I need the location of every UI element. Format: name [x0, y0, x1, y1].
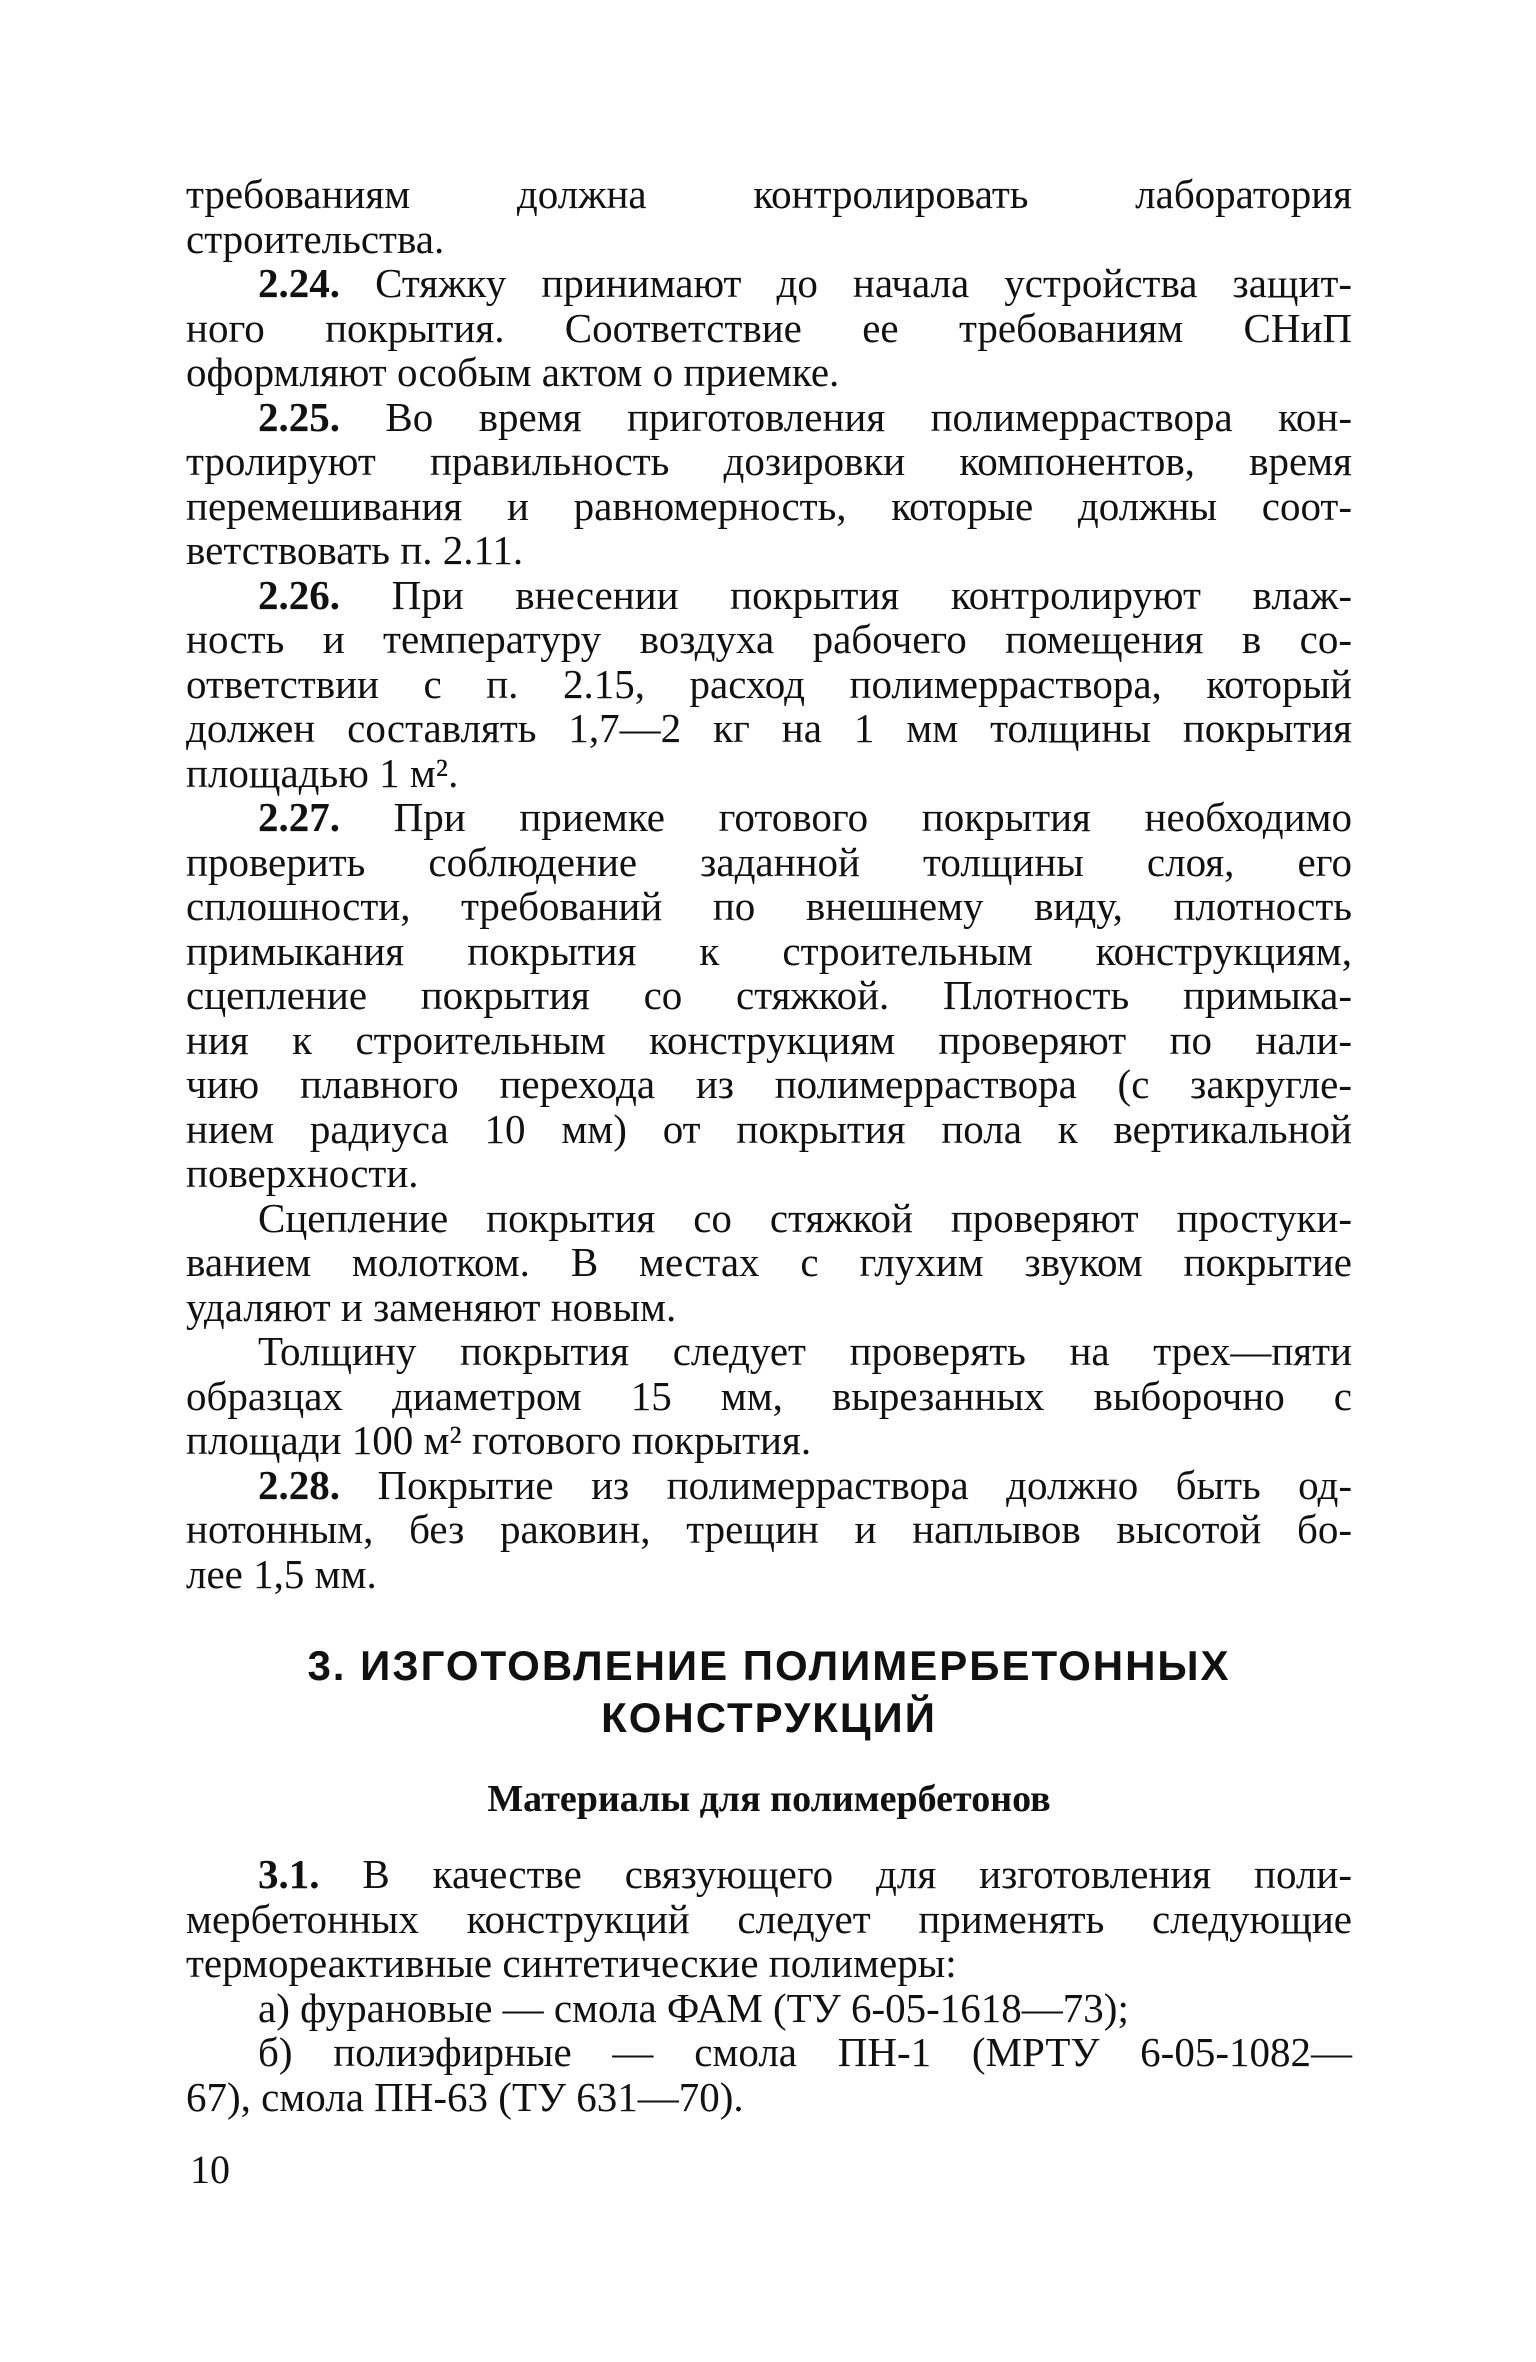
text-line [186, 395, 1352, 440]
subsection-heading: Материалы для полимербетонов [487, 1778, 1051, 1820]
clause-number: 2.26. [258, 571, 340, 618]
text-line: образцах диаметром 15 мм, вырезанных выборочно с [186, 1372, 1352, 1419]
paragraph [186, 795, 1352, 1196]
text-line: сцепление покрытия со стяжкой. Плотность примыка- [186, 972, 1352, 1018]
paragraph [186, 395, 1352, 573]
text-line: 67), смола ПН-63 (ТУ 631—70). [186, 2073, 744, 2120]
text-line [186, 261, 1352, 306]
text-line: ветствовать п. 2.11. [186, 527, 524, 573]
text-line: примыкания покрытия к строительным конструкциям, [186, 927, 1352, 974]
paragraph [186, 1329, 1352, 1463]
clause-number: 2.24. [258, 260, 340, 306]
paragraph [186, 1463, 1352, 1597]
text-line: мербетонных конструкций следует применять следующие [186, 1895, 1352, 1942]
section-heading [186, 1640, 1352, 1744]
text-line: чию плавного перехода из полимерраствора (с закругле- [186, 1061, 1352, 1107]
text-line: проверить соблюдение заданной толщины слоя, его [186, 838, 1352, 885]
text-line: площадью 1 м². [186, 749, 459, 796]
text-line: термореактивные синтетические полимеры: [186, 1940, 957, 1986]
text-line: оформляют особым актом о приемке. [186, 349, 840, 395]
section-title-line-2: КОНСТРУКЦИЙ [601, 1694, 937, 1741]
clause-number: 2.28. [258, 1461, 340, 1508]
clause-text: В качестве связующего для изготовления поли- [362, 1851, 1353, 1897]
text-line: нотонным, без раковин, трещин и наплывов высотой бо- [186, 1506, 1352, 1552]
text-line: б) полиэфирные — смола ПН-1 (МРТУ 6-05-1082— [258, 2029, 1352, 2075]
text-line: нием радиуса 10 мм) от покрытия пола к вертикальной [186, 1105, 1352, 1152]
text-line [186, 1463, 1352, 1508]
text-line: а) фурановые — смола ФАМ (ТУ 6-05-1618—73); [258, 1984, 1129, 2031]
text-line: требованиям должна контролировать лаборатория [186, 171, 1352, 217]
clause-number: 3.1. [258, 1851, 320, 1897]
text-line: тролируют правильность дозировки компонентов, время [186, 438, 1352, 484]
clause-number: 2.27. [258, 794, 340, 840]
paragraph [186, 261, 1352, 395]
clause-number: 2.25. [258, 393, 340, 440]
paragraph [186, 1986, 1352, 2031]
text-line: удаляют и заменяют новым. [186, 1283, 677, 1330]
text-line [186, 573, 1352, 618]
text-line: площади 100 м² готового покрытия. [186, 1417, 812, 1463]
page-number: 10 [190, 2147, 230, 2192]
section-title-line-1: 3. ИЗГОТОВЛЕНИЕ ПОЛИМЕРБЕТОННЫХ [307, 1642, 1231, 1689]
text-line: ния к строительным конструкциям проверяют по нали- [186, 1016, 1352, 1063]
text-line: лее 1,5 мм. [186, 1550, 377, 1597]
body-text-after-section [186, 1852, 1352, 2119]
clause-text: Покрытие из полимерраствора должно быть од- [377, 1461, 1352, 1508]
clause-text: При внесении покрытия контролируют влаж- [391, 571, 1352, 618]
text-line [186, 1852, 1352, 1897]
text-line: поверхности. [186, 1150, 419, 1196]
text-line: строительства. [186, 215, 445, 262]
text-line: ванием молотком. В местах с глухим звуком покрытие [186, 1239, 1352, 1285]
text-line: Сцепление покрытия со стяжкой проверяют простуки- [258, 1194, 1352, 1241]
body-text-before-section [186, 172, 1352, 1596]
text-line: перемешивания и равномерность, которые должны соот- [186, 482, 1352, 529]
text-line: Толщину покрытия следует проверять на трех—пяти [258, 1328, 1352, 1374]
clause-text: Во время приготовления полимерраствора кон- [385, 393, 1353, 440]
text-line: сплошности, требований по внешнему виду, плотность [186, 883, 1352, 929]
paragraph [186, 1852, 1352, 1986]
text-line: ного покрытия. Соответствие ее требованиям СНиП [186, 304, 1352, 351]
text-line [186, 795, 1352, 840]
paragraph [186, 573, 1352, 796]
clause-text: Стяжку принимают до начала устройства защит- [375, 260, 1353, 306]
clause-text: При приемке готового покрытия необходимо [393, 794, 1353, 840]
text-line: ответствии с п. 2.15, расход полимерраствора, который [186, 660, 1352, 707]
text-line: ность и температуру воздуха рабочего помещения в со- [186, 616, 1352, 662]
paragraph [186, 1196, 1352, 1330]
paragraph [186, 172, 1352, 261]
document-page [186, 172, 1352, 2119]
paragraph [186, 2030, 1352, 2119]
text-line: должен составлять 1,7—2 кг на 1 мм толщины покрытия [186, 705, 1352, 751]
